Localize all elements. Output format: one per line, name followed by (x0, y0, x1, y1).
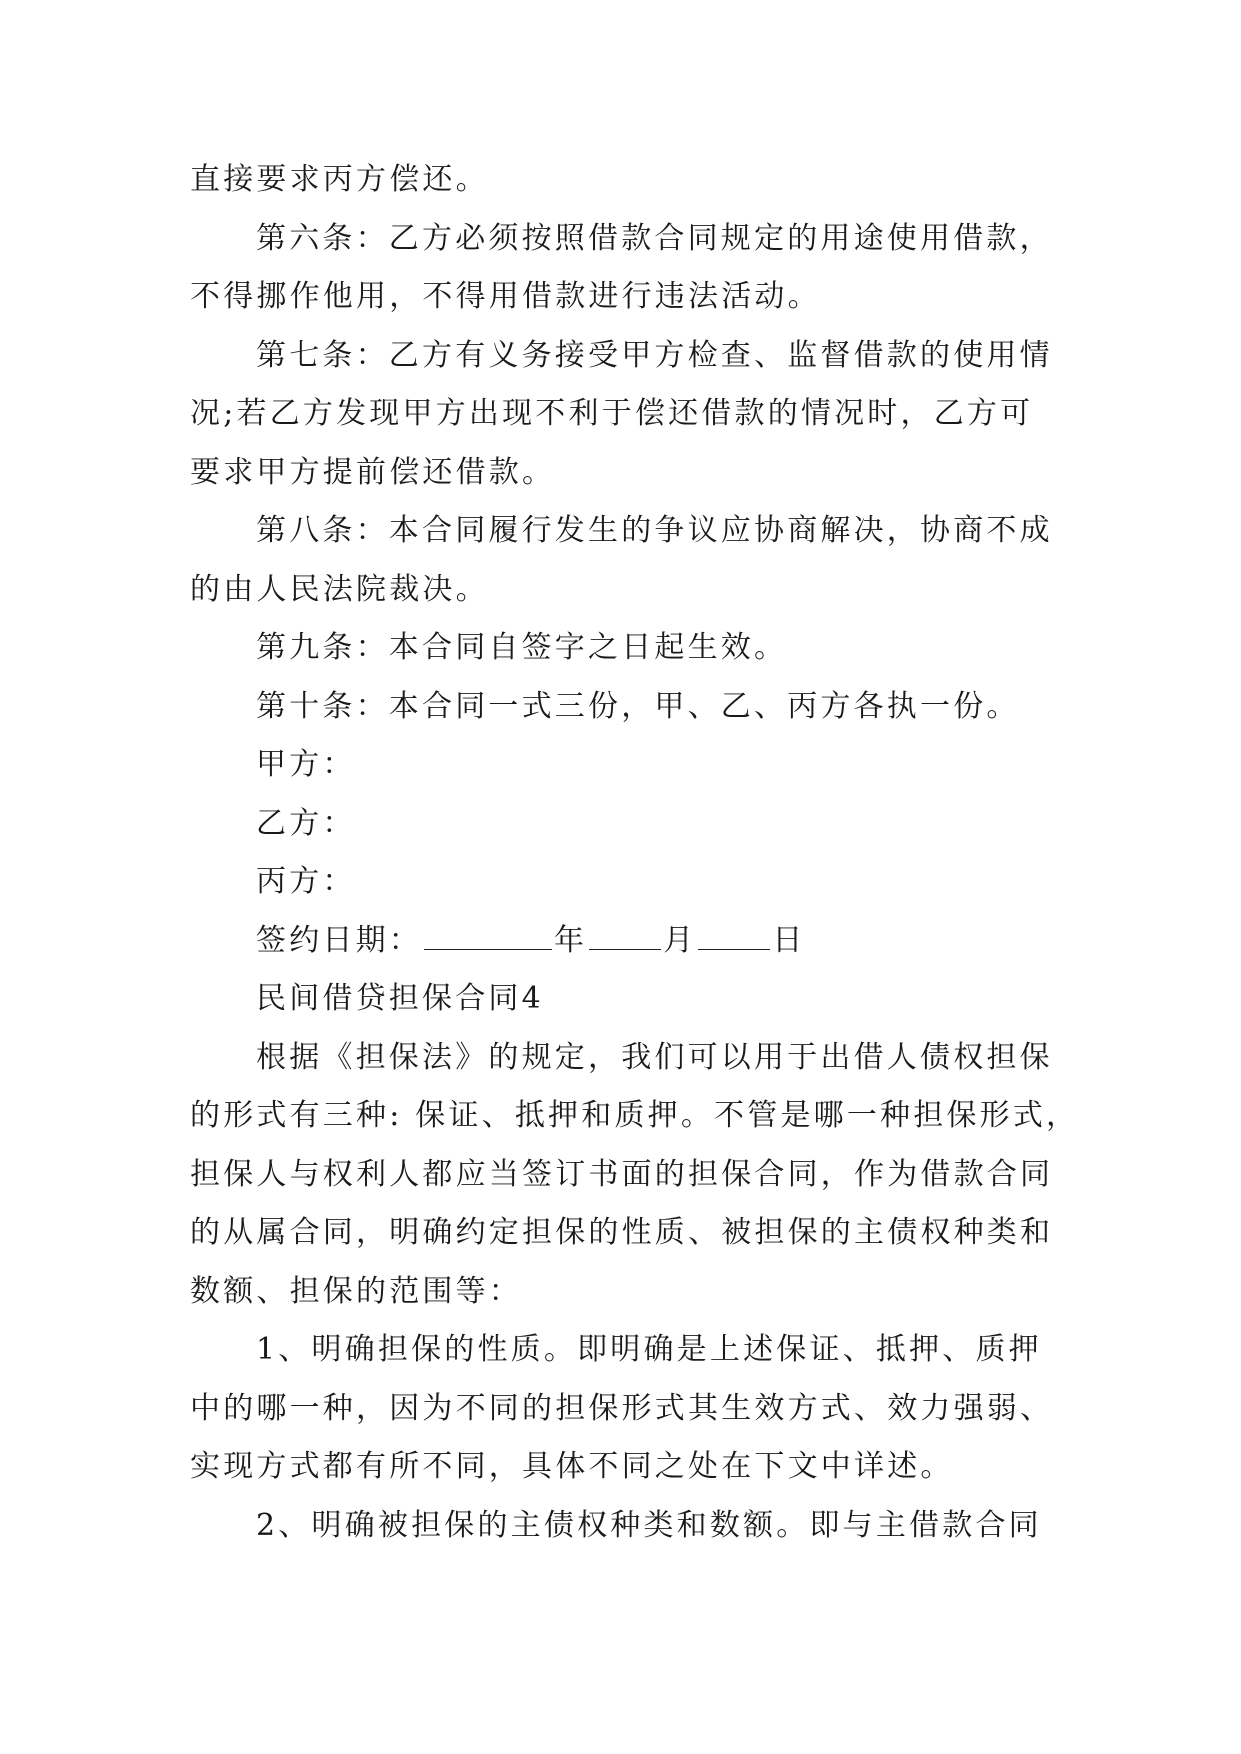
month-blank (589, 921, 661, 950)
document-content (190, 160, 1080, 1564)
day-blank (698, 921, 770, 950)
text-line: 的由人民法院裁决。 (190, 571, 489, 607)
body-line: 中的哪一种，因为不同的担保形式其生效方式、效力强弱、 (190, 1390, 1054, 1426)
body-line: 2、明确被担保的主债权种类和数额。即与主借款合同 (256, 1507, 1042, 1543)
party-c-signature: 丙方： (256, 864, 356, 899)
party-a-signature: 甲方： (256, 747, 356, 782)
body-line: 的形式有三种: 保证、抵押和质押。不管是哪一种担保形式， (190, 1098, 1080, 1133)
signing-date-label: 签约日期： (256, 922, 422, 958)
year-blank (424, 921, 552, 950)
body-line: 1、明确担保的性质。即明确是上述保证、抵押、质押 (256, 1332, 1042, 1367)
year-label: 年 (554, 922, 588, 958)
clause-9: 第九条：本合同自签字之日起生效。 (256, 630, 788, 665)
party-b-signature: 乙方： (256, 805, 356, 841)
body-line: 实现方式都有所不同，具体不同之处在下文中详述。 (190, 1449, 954, 1484)
text-line: 不得挪作他用，不得用借款进行违法活动。 (190, 279, 821, 314)
clause-10: 第十条：本合同一式三份，甲、乙、丙方各执一份。 (256, 688, 1020, 724)
text-line: 要求甲方提前偿还借款。 (190, 454, 556, 490)
body-line: 根据《担保法》的规定，我们可以用于出借人债权担保 (256, 1039, 1053, 1075)
body-line: 担保人与权利人都应当签订书面的担保合同，作为借款合同 (190, 1156, 1054, 1192)
clause-6: 第六条：乙方必须按照借款合同规定的用途使用借款， (256, 220, 1053, 256)
section-title: 民间借贷担保合同4 (256, 981, 544, 1016)
month-label: 月 (663, 922, 697, 958)
clause-8: 第八条：本合同履行发生的争议应协商解决，协商不成 (256, 513, 1053, 548)
body-line: 的从属合同，明确约定担保的性质、被担保的主债权种类和 (190, 1215, 1054, 1250)
text-line: 况;若乙方发现甲方出现不利于偿还借款的情况时，乙方可 (190, 396, 1034, 431)
clause-7: 第七条：乙方有义务接受甲方检查、监督借款的使用情 (256, 337, 1053, 373)
text-line: 直接要求丙方偿还。 (190, 162, 489, 197)
body-line: 数额、担保的范围等： (190, 1273, 522, 1309)
day-label: 日 (772, 922, 806, 958)
signing-date (190, 921, 1060, 980)
